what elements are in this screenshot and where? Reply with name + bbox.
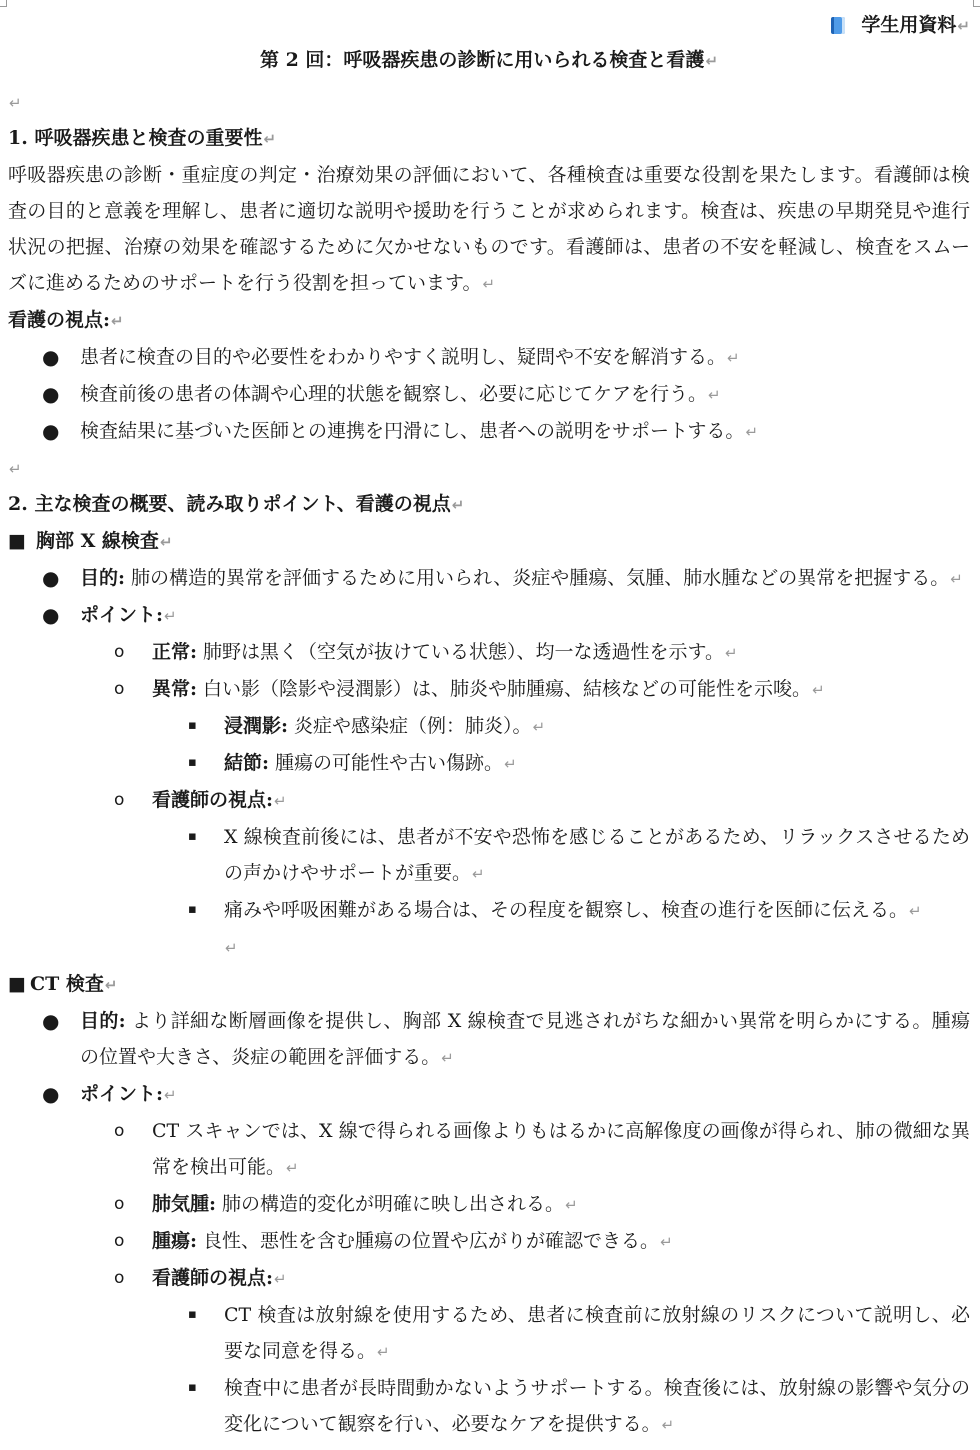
bullet-square: ▪ xyxy=(188,718,197,733)
ct-nurse-item xyxy=(8,1260,970,1297)
purpose-label: 目的: xyxy=(80,1010,126,1032)
ct-purpose-item xyxy=(8,1003,970,1076)
paragraph-mark: ↵ xyxy=(705,52,719,70)
paragraph-mark: ↵ xyxy=(274,792,287,810)
list-item xyxy=(8,413,970,450)
xray-points-item xyxy=(8,597,970,634)
paragraph-mark: ↵ xyxy=(725,644,738,662)
ct-scan-item xyxy=(8,1113,970,1186)
xray-purpose-item xyxy=(8,560,970,597)
ct-nurse-point xyxy=(8,1297,970,1370)
paragraph-mark: ↵ xyxy=(745,423,759,441)
paragraph-mark: ↵ xyxy=(451,496,465,514)
scan-text: CT スキャンでは、X 線で得られる画像よりもはるかに高解像度の画像が得られ、肺の微細な異常を検出可能。 xyxy=(152,1120,970,1178)
list-item xyxy=(8,339,970,376)
bullet-disc: ● xyxy=(42,1009,60,1033)
ct-points-item xyxy=(8,1076,970,1113)
book-icon xyxy=(831,17,845,34)
xray-abnormal-item xyxy=(8,671,970,708)
ct-emphysema-item xyxy=(8,1186,970,1223)
bullet-disc: ● xyxy=(42,382,60,406)
section2-heading xyxy=(8,486,970,523)
paragraph-mark: ↵ xyxy=(274,1270,287,1288)
paragraph-mark: ↵ xyxy=(164,1086,177,1104)
empty-line xyxy=(8,84,970,120)
bullet-square: ▪ xyxy=(188,755,197,770)
bullet-circle: o xyxy=(114,1231,125,1251)
xray-nurse-item xyxy=(8,782,970,819)
bullet-circle: o xyxy=(114,679,125,699)
normal-label: 正常: xyxy=(152,641,198,663)
xray-nurse-point xyxy=(8,892,970,966)
xray-list xyxy=(8,560,970,966)
square-marker: ■ xyxy=(8,973,26,995)
nursing-label-text: 看護の視点: xyxy=(8,309,111,331)
normal-text: 肺野は黒く（空気が抜けている状態）、均一な透過性を示す。 xyxy=(197,641,725,663)
paragraph-mark: ↵ xyxy=(950,570,963,588)
section1-heading xyxy=(8,120,970,157)
emphysema-text: 肺の構造的変化が明確に映し出される。 xyxy=(216,1193,565,1215)
nurse-point-text: X 線検査前後には、患者が不安や恐怖を感じることがあるため、リラックスさせるための声かけやサポートが重要。 xyxy=(224,826,970,884)
bullet-square: ▪ xyxy=(188,1307,197,1322)
xray-heading xyxy=(8,523,970,560)
bullet-circle: o xyxy=(114,1121,125,1141)
bullet-circle: o xyxy=(114,1194,125,1214)
bullet-circle: o xyxy=(114,790,125,810)
bullet-square: ▪ xyxy=(188,829,197,844)
paragraph-mark: ↵ xyxy=(286,1159,299,1177)
section1-paragraph xyxy=(8,157,970,302)
xray-infiltrate-item xyxy=(8,708,970,745)
ct-heading-text: CT 検査 xyxy=(29,973,104,995)
xray-normal-item xyxy=(8,634,970,671)
paragraph-mark: ↵ xyxy=(104,976,118,994)
paragraph-mark: ↵ xyxy=(504,755,517,773)
paragraph-mark: ↵ xyxy=(164,607,177,625)
nurse-label: 看護師の視点: xyxy=(152,1267,274,1289)
nurse-point-text: 検査中に患者が長時間動かないようサポートする。検査後には、放射線の影響や気分の変化について観察を行い、必要なケアを提供する。 xyxy=(224,1377,970,1435)
paragraph-mark: ↵ xyxy=(263,130,277,148)
emphysema-label: 肺気腫: xyxy=(152,1193,217,1215)
header-label: 学生用資料 xyxy=(861,14,957,36)
bullet-square: ▪ xyxy=(188,902,197,917)
paragraph-mark: ↵ xyxy=(661,1416,675,1434)
paragraph-mark: ↵ xyxy=(565,1196,578,1214)
points-label: ポイント: xyxy=(80,604,164,626)
corner-mark-right xyxy=(973,0,980,7)
bullet-disc: ● xyxy=(42,419,60,443)
nurse-point-text: 痛みや呼吸困難がある場合は、その程度を観察し、検査の進行を医師に伝える。 xyxy=(224,899,909,921)
section1-paragraph-text: 呼吸器疾患の診断・重症度の判定・治療効果の評価において、各種検査は重要な役割を果たします。看護師は検査の目的と意義を理解し、患者に適切な説明や援助を行うことが求められます。検査は、疾患の早期発見や進行状況の把握、治療の効果を確認するために欠かせないものです。看護師は、患者の不安を軽減し、検査をスムーズに進めるためのサポートを行う役割を担っています。 xyxy=(8,164,970,294)
corner-mark-left xyxy=(0,0,7,7)
paragraph-mark: ↵ xyxy=(441,1049,454,1067)
infiltrate-label: 浸潤影: xyxy=(224,715,289,737)
paragraph-mark: ↵ xyxy=(909,902,922,920)
document-body xyxy=(8,6,970,1443)
bullet-circle: o xyxy=(114,1268,125,1288)
square-marker: ■ xyxy=(8,530,26,552)
list-item-text: 患者に検査の目的や必要性をわかりやすく説明し、疑問や不安を解消する。 xyxy=(80,346,727,368)
paragraph-mark: ↵ xyxy=(482,275,496,293)
purpose-label: 目的: xyxy=(80,567,126,589)
ct-tumor-item xyxy=(8,1223,970,1260)
nodule-label: 結節: xyxy=(224,752,270,774)
section1-bullet-list xyxy=(8,339,970,450)
paragraph-mark: ↵ xyxy=(472,865,485,883)
list-item-text: 検査結果に基づいた医師との連携を円滑にし、患者への説明をサポートする。 xyxy=(80,420,745,442)
paragraph-mark: ↵ xyxy=(727,349,740,367)
xray-heading-text: 胸部 X 線検査 xyxy=(35,530,159,552)
bullet-square: ▪ xyxy=(188,1380,197,1395)
bullet-disc: ● xyxy=(42,345,60,369)
tumor-label: 腫瘍: xyxy=(152,1230,198,1252)
bullet-disc: ● xyxy=(42,603,60,627)
points-label: ポイント: xyxy=(80,1083,164,1105)
paragraph-mark: ↵ xyxy=(9,460,22,478)
nurse-label: 看護師の視点: xyxy=(152,789,274,811)
bullet-disc: ● xyxy=(42,566,60,590)
abnormal-text: 白い影（陰影や浸潤影）は、肺炎や肺腫瘍、結核などの可能性を示唆。 xyxy=(197,678,812,700)
paragraph-mark: ↵ xyxy=(812,681,825,699)
ct-nurse-point xyxy=(8,1370,970,1443)
nodule-text: 腫瘍の可能性や古い傷跡。 xyxy=(269,752,504,774)
page-header xyxy=(8,6,970,44)
title-text: 第 2 回：呼吸器疾患の診断に用いられる検査と看護 xyxy=(259,49,705,71)
infiltrate-text: 炎症や感染症（例：肺炎）。 xyxy=(288,715,532,737)
xray-nurse-point xyxy=(8,819,970,892)
paragraph-mark: ↵ xyxy=(532,718,546,736)
ct-heading xyxy=(8,966,970,1003)
empty-line xyxy=(8,450,970,486)
nursing-perspective-label xyxy=(8,302,970,339)
paragraph-mark: ↵ xyxy=(377,1343,390,1361)
section2-heading-text: 2. 主な検査の概要、読み取りポイント、看護の視点 xyxy=(8,493,451,515)
nurse-point-text: CT 検査は放射線を使用するため、患者に検査前に放射線のリスクについて説明し、必要な同意を得る。 xyxy=(224,1304,970,1362)
document-title xyxy=(8,42,970,78)
paragraph-mark: ↵ xyxy=(660,1233,673,1251)
paragraph-mark: ↵ xyxy=(708,386,721,404)
paragraph-mark: ↵ xyxy=(159,533,173,551)
list-item xyxy=(8,376,970,413)
paragraph-mark: ↵ xyxy=(9,94,22,112)
bullet-circle: o xyxy=(114,642,125,662)
ct-list xyxy=(8,1003,970,1443)
paragraph-mark: ↵ xyxy=(225,939,238,957)
paragraph-mark: ↵ xyxy=(957,17,970,35)
abnormal-label: 異常: xyxy=(152,678,198,700)
purpose-text: より詳細な断層画像を提供し、胸部 X 線検査で見逃されがちな細かい異常を明らかにする。腫瘍の位置や大きさ、炎症の範囲を評価する。 xyxy=(80,1010,970,1068)
xray-nodule-item xyxy=(8,745,970,782)
section1-heading-text: 1. 呼吸器疾患と検査の重要性 xyxy=(8,127,263,149)
bullet-disc: ● xyxy=(42,1082,60,1106)
tumor-text: 良性、悪性を含む腫瘍の位置や広がりが確認できる。 xyxy=(197,1230,660,1252)
list-item-text: 検査前後の患者の体調や心理的状態を観察し、必要に応じてケアを行う。 xyxy=(80,383,708,405)
purpose-text: 肺の構造的異常を評価するために用いられ、炎症や腫瘍、気腫、肺水腫などの異常を把握する。 xyxy=(125,567,950,589)
paragraph-mark: ↵ xyxy=(111,312,124,330)
